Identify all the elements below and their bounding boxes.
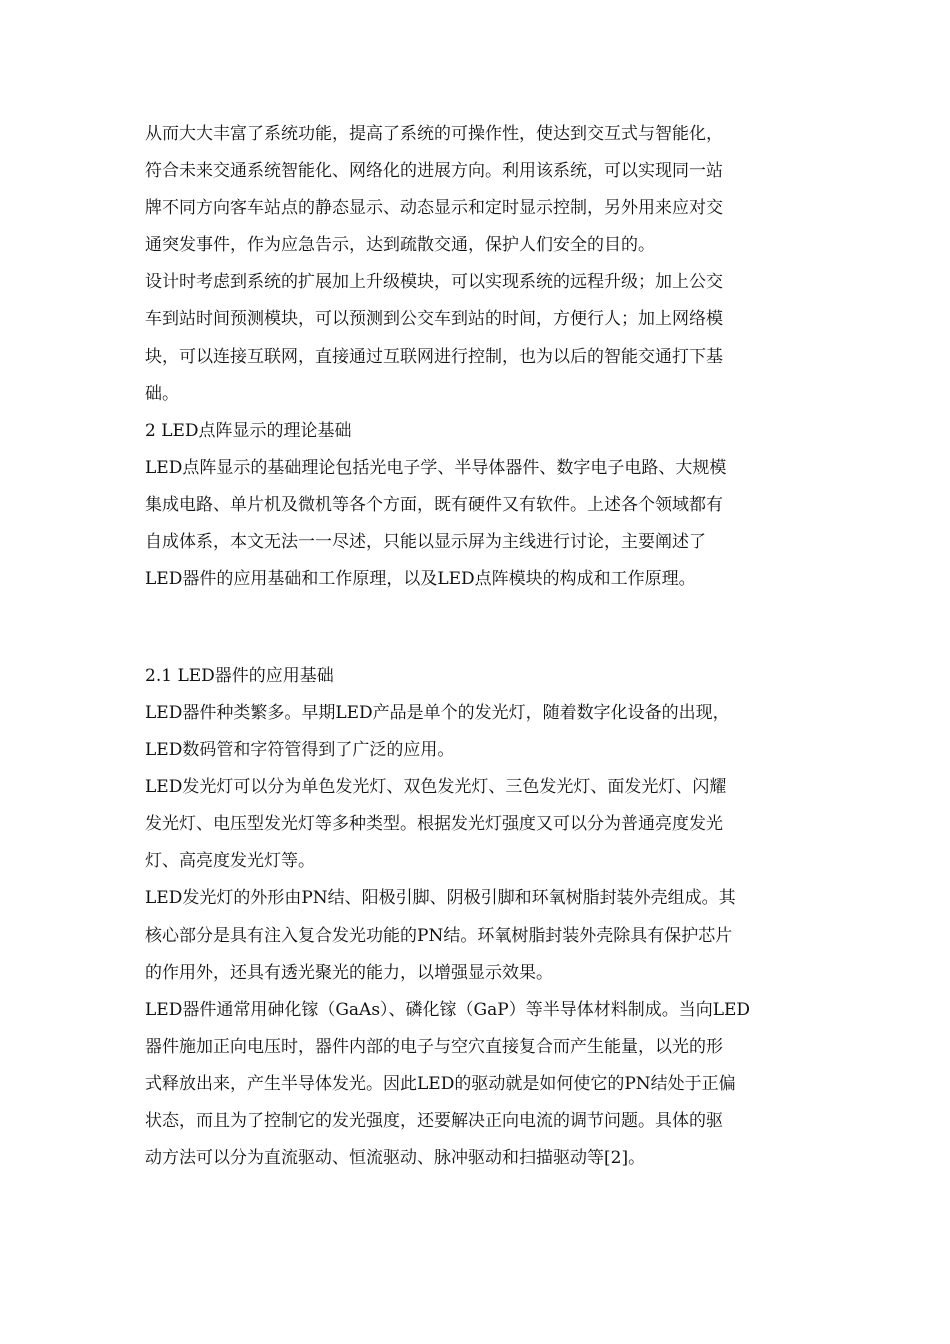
paragraph-line: LED器件通常用砷化镓（GaAs）、磷化镓（GaP）等半导体材料制成。当向LED: [145, 1000, 751, 1020]
paragraph-line: 牌不同方向客车站点的静态显示、动态显示和定时显示控制，另外用来应对交: [145, 198, 723, 218]
paragraph-line: 的作用外，还具有透光聚光的能力，以增强显示效果。: [145, 963, 553, 983]
paragraph-line: 通突发事件，作为应急告示，达到疏散交通，保护人们安全的目的。: [145, 235, 655, 255]
paragraph-line: 动方法可以分为直流驱动、恒流驱动、脉冲驱动和扫描驱动等[2]。: [145, 1148, 646, 1168]
paragraph-line: 集成电路、单片机及微机等各个方面，既有硬件又有软件。上述各个领域都有: [145, 495, 723, 515]
paragraph-line: 发光灯、电压型发光灯等多种类型。根据发光灯强度又可以分为普通亮度发光: [145, 814, 723, 834]
paragraph-line: 础。: [145, 384, 179, 404]
subsection-heading: 2.1 LED器件的应用基础: [145, 666, 334, 686]
paragraph-line: LED器件种类繁多。早期LED产品是单个的发光灯，随着数字化设备的出现，: [145, 703, 730, 723]
paragraph-line: 设计时考虑到系统的扩展加上升级模块，可以实现系统的远程升级；加上公交: [145, 272, 723, 292]
paragraph-line: 块，可以连接互联网，直接通过互联网进行控制，也为以后的智能交通打下基: [145, 347, 723, 367]
paragraph-line: LED点阵显示的基础理论包括光电子学、半导体器件、数字电子电路、大规模: [145, 458, 727, 478]
paragraph-line: 式释放出来，产生半导体发光。因此LED的驱动就是如何使它的PN结处于正偏: [145, 1074, 736, 1094]
paragraph-line: 从而大大丰富了系统功能，提高了系统的可操作性，使达到交互式与智能化，: [145, 124, 723, 144]
paragraph-line: LED发光灯的外形由PN结、阳极引脚、阴极引脚和环氧树脂封装外壳组成。其: [145, 888, 736, 908]
paragraph-line: 器件施加正向电压时，器件内部的电子与空穴直接复合而产生能量，以光的形: [145, 1037, 723, 1057]
section-heading: 2 LED点阵显示的理论基础: [145, 421, 352, 441]
paragraph-line: 核心部分是具有注入复合发光功能的PN结。环氧树脂封装外壳除具有保护芯片: [145, 926, 733, 946]
paragraph-line: 自成体系，本文无法一一尽述，只能以显示屏为主线进行讨论，主要阐述了: [145, 532, 706, 552]
paragraph-line: 符合未来交通系统智能化、网络化的进展方向。利用该系统，可以实现同一站: [145, 161, 723, 181]
paragraph-line: LED发光灯可以分为单色发光灯、双色发光灯、三色发光灯、面发光灯、闪耀: [145, 777, 727, 797]
paragraph-line: LED数码管和字符管得到了广泛的应用。: [145, 740, 455, 760]
paragraph-line: 状态，而且为了控制它的发光强度，还要解决正向电流的调节问题。具体的驱: [145, 1111, 723, 1131]
paragraph-line: LED器件的应用基础和工作原理，以及LED点阵模块的构成和工作原理。: [145, 569, 696, 589]
paragraph-line: 灯、高亮度发光灯等。: [145, 851, 315, 871]
paragraph-line: 车到站时间预测模块，可以预测到公交车到站的时间，方便行人；加上网络模: [145, 309, 723, 329]
